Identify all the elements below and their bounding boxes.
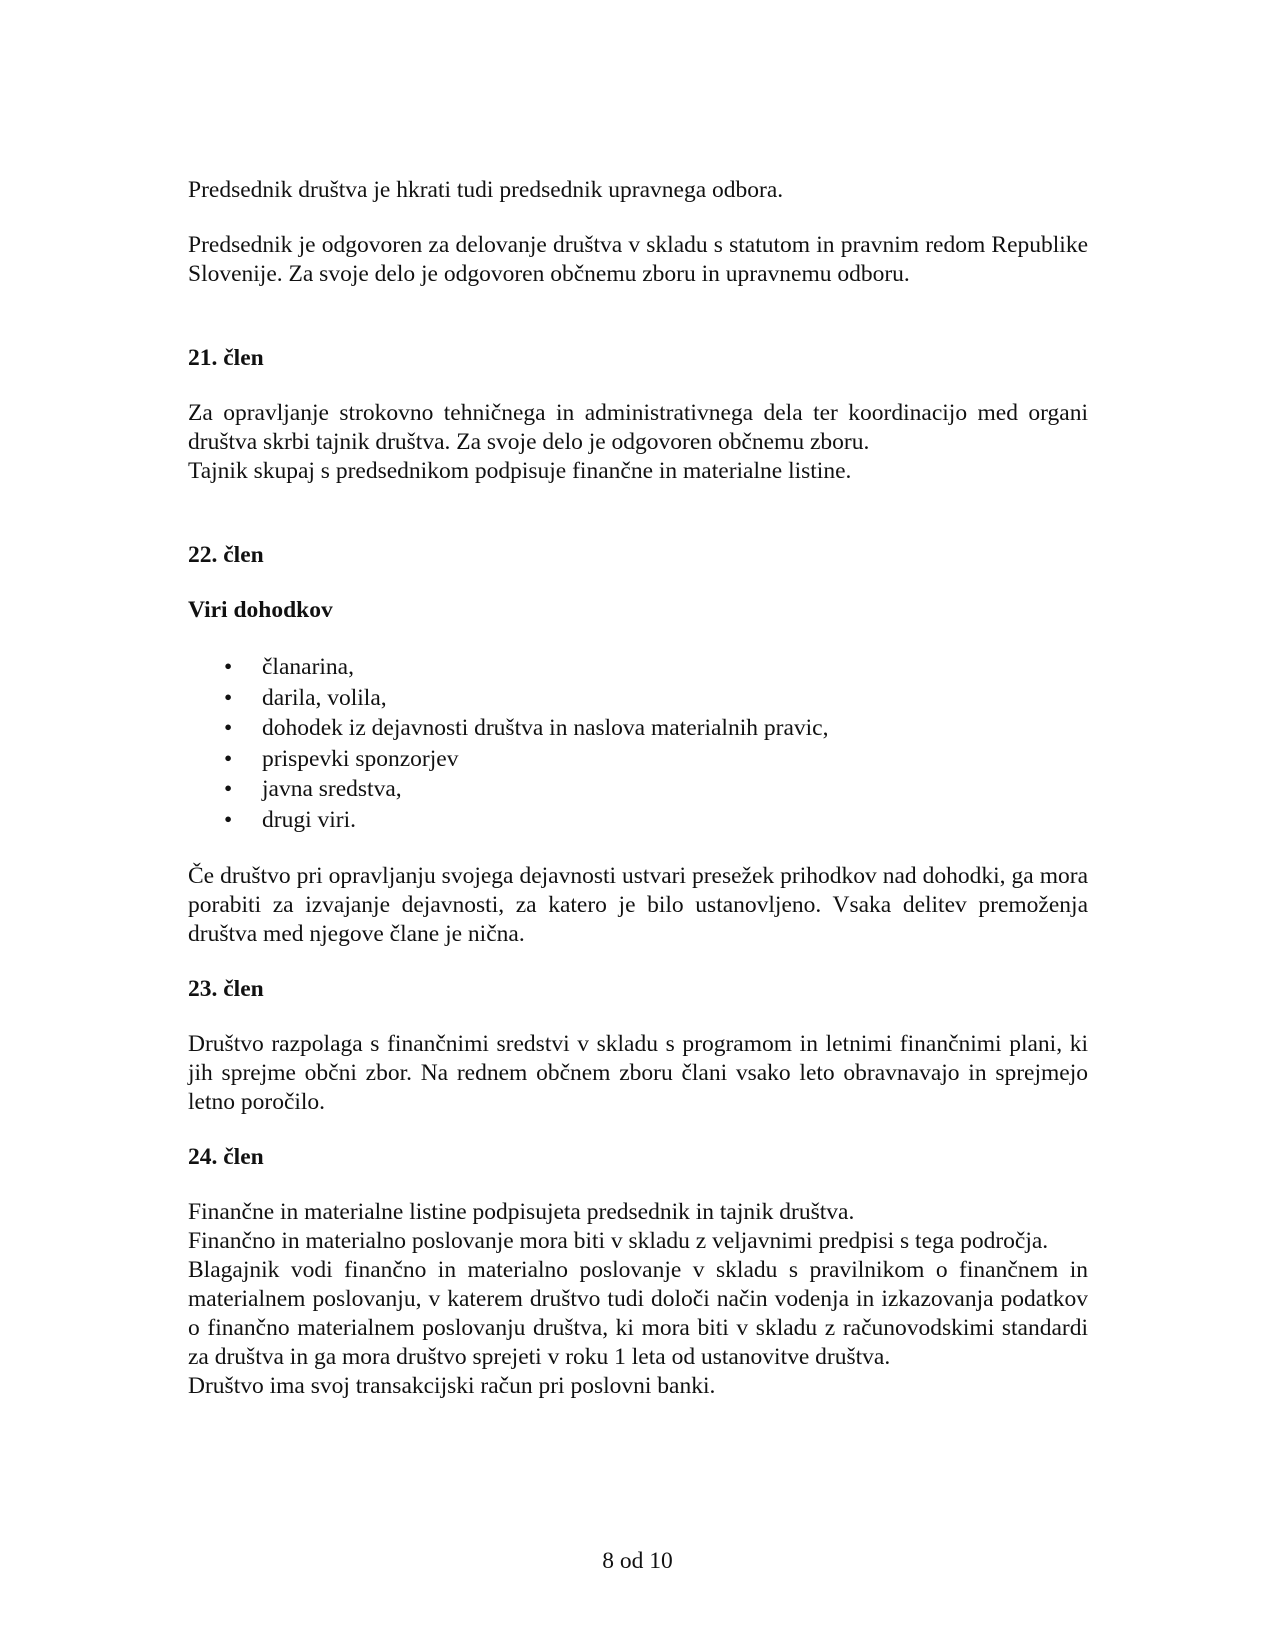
bullet-icon: • [224,806,233,833]
bullet-icon: • [224,715,233,741]
article-24-paragraph-account: Društvo ima svoj transakcijski račun pri poslovni banki. [188,1373,716,1399]
page-number: 8 od 10 [602,1548,673,1574]
article-21-heading: 21. člen [188,345,264,371]
paragraph-president-board: Predsednik društva je hkrati tudi predsednik upravnega odbora. [188,177,784,203]
article-23-paragraph-funds: Društvo razpolaga s finančnimi sredstvi v skladu s programom in letnimi finančnimi plani, ki jih sprejme občni zbor. Na rednem občnem zboru člani vsako leto obravnavajo in sprejmejo letno poročilo. [188,1031,1088,1115]
list-item: • javna sredstva, [224,774,1088,805]
paragraph-president-responsibility: Predsednik je odgovoren za delovanje društva v skladu s statutom in pravnim redom Republike Slovenije. Za svoje delo je odgovoren občnemu zboru in upravnemu odboru. [188,232,1088,287]
list-item: • darila, volila, [224,683,1088,714]
bullet-icon: • [224,654,233,680]
article-24-paragraph-regulations: Finančno in materialno poslovanje mora biti v skladu z veljavnimi predpisi s tega področja. [188,1228,1049,1254]
bullet-icon: • [224,745,233,772]
article-24-paragraph-signing: Finančne in materialne listine podpisujeta predsednik in tajnik društva. [188,1199,855,1225]
article-22-paragraph-surplus: Če društvo pri opravljanju svojega dejavnosti ustvari presežek prihodkov nad dohodki, ga mora porabiti za izvajanje dejavnosti, za katero je bilo ustanovljeno. Vsaka delitev premoženja društva med njegove člane je nična. [188,863,1088,947]
bullet-icon: • [224,776,233,802]
article-24-paragraph-treasurer: Blagajnik vodi finančno in materialno poslovanje v skladu s pravilnikom o finančnem in materialnem poslovanju, v katerem društvo tudi določi način vodenja in izkazovanja podatkov o finančno materialnem poslovanju društva, ki mora biti v skladu z računovodskimi standardi za društva in ga mora društvo sprejeti v roku 1 leta od ustanovitve društva. [188,1257,1088,1370]
list-item: • drugi viri. [224,805,1088,836]
list-item: • dohodek iz dejavnosti društva in naslova materialnih pravic, [224,713,1088,744]
income-sources-list [188,652,1088,835]
article-21-paragraph-signing: Tajnik skupaj s predsednikom podpisuje finančne in materialne listine. [188,458,852,484]
article-24-heading: 24. člen [188,1144,264,1170]
article-23-heading: 23. člen [188,976,264,1002]
list-item: • članarina, [224,652,1088,683]
article-22-heading: 22. člen [188,542,264,568]
list-item: • prispevki sponzorjev [224,744,1088,775]
article-21-paragraph-secretary: Za opravljanje strokovno tehničnega in administrativnega dela ter koordinacijo med organi društva skrbi tajnik društva. Za svoje delo je odgovoren občnemu zboru. [188,400,1088,455]
bullet-icon: • [224,684,233,711]
document-body [188,176,1088,1401]
article-22-subheading: Viri dohodkov [188,597,333,623]
